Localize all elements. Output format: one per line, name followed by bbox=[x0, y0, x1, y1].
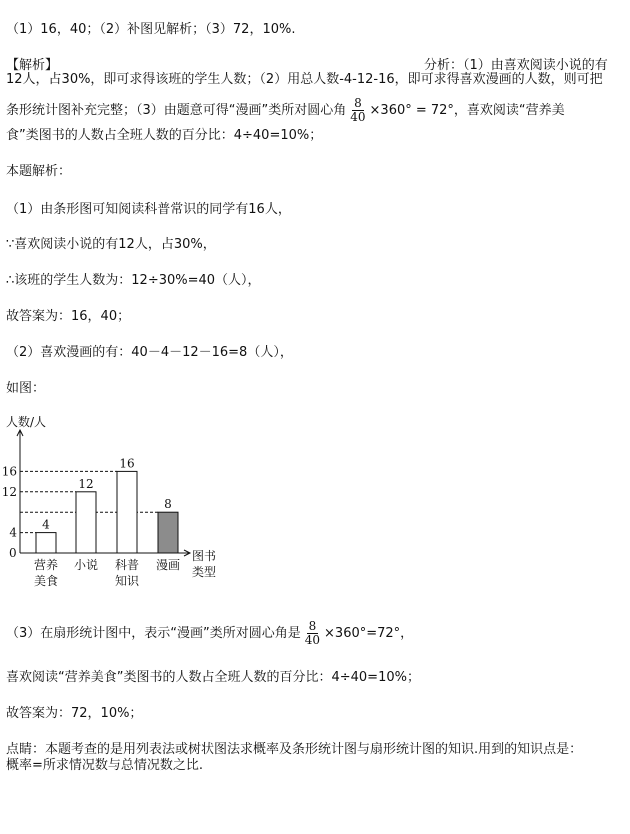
analysis-lead: 分析：（1）由喜欢阅读小说的有 bbox=[424, 58, 608, 73]
bar-value-label-2: 16 bbox=[119, 456, 135, 471]
bar-3 bbox=[158, 512, 178, 553]
solution-p7-post: ×360°=72°， bbox=[324, 626, 414, 641]
analysis-line-2: 12人，占30%，即可求得该班的学生人数；（2）用总人数-4-12-16，即可求得喜欢漫画的人数，则可把 bbox=[6, 72, 603, 87]
analysis-line-4: 食”类图书的人数占全班人数的百分比：4÷40=10%； bbox=[6, 128, 323, 143]
category-label-1-0: 小说 bbox=[73, 558, 99, 572]
category-label-2-1: 知识 bbox=[114, 574, 140, 588]
analysis-heading: 【解析】 bbox=[6, 58, 59, 73]
bar-2 bbox=[117, 471, 137, 553]
y-axis-title: 人数/人 bbox=[6, 415, 47, 429]
analysis-line-3-post: ×360° = 72°，喜欢阅读“营养美 bbox=[369, 103, 565, 118]
bar-0 bbox=[36, 533, 56, 553]
fraction-numerator-2: 8 bbox=[308, 619, 317, 633]
category-label-0-1: 美食 bbox=[33, 574, 59, 588]
bar-value-label-0: 4 bbox=[42, 517, 50, 532]
solution-p4: 故答案为：16，40； bbox=[6, 309, 131, 324]
solution-p3: ∴该班的学生人数为：12÷30%=40（人）， bbox=[6, 273, 261, 288]
comment-line-1: 点睛：本题考查的是用列表法或树状图法求概率及条形统计图与扇形统计图的知识.用到的知识点是： bbox=[6, 742, 583, 757]
analysis-line-3 bbox=[6, 97, 565, 124]
fraction-denominator-2: 40 bbox=[304, 633, 321, 647]
category-label-0-0: 营养 bbox=[33, 558, 59, 572]
y-tick-label-16: 16 bbox=[1, 464, 17, 479]
x-axis-title-line-2: 类型 bbox=[192, 565, 217, 579]
bar-chart bbox=[0, 412, 240, 592]
solution-p7 bbox=[6, 620, 413, 647]
category-label-2-0: 科普 bbox=[114, 558, 140, 572]
bar-value-label-1: 12 bbox=[78, 476, 94, 491]
solution-p5: （2）喜欢漫画的有：40－4－12－16=8（人）， bbox=[6, 345, 293, 360]
x-axis-title-line-1: 图书 bbox=[192, 549, 217, 563]
category-label-3-0: 漫画 bbox=[155, 558, 181, 572]
comment-line-2: 概率=所求情况数与总情况数之比. bbox=[6, 758, 204, 773]
bar-value-label-3: 8 bbox=[164, 497, 172, 512]
solution-p9: 故答案为：72，10%； bbox=[6, 706, 143, 721]
y-tick-label-4: 4 bbox=[9, 525, 17, 540]
angle-fraction-2 bbox=[303, 620, 322, 647]
origin-label: 0 bbox=[9, 546, 17, 560]
analysis-line-3-pre: 条形统计图补充完整；（3）由题意可得“漫画”类所对圆心角 bbox=[6, 103, 347, 118]
fraction-numerator: 8 bbox=[354, 96, 362, 110]
angle-fraction bbox=[348, 97, 367, 124]
solution-heading: 本题解析： bbox=[6, 164, 72, 179]
solution-p6: 如图： bbox=[6, 381, 46, 396]
fraction-denominator: 40 bbox=[350, 110, 366, 124]
solution-p7-pre: （3）在扇形统计图中，表示“漫画”类所对圆心角是 bbox=[6, 626, 301, 641]
solution-p2: ∵喜欢阅读小说的有12人，占30%， bbox=[6, 237, 216, 252]
bar-1 bbox=[76, 492, 96, 553]
solution-p8: 喜欢阅读“营养美食”类图书的人数占全班人数的百分比：4÷40=10%； bbox=[6, 670, 420, 685]
y-tick-label-12: 12 bbox=[1, 484, 17, 499]
answer-summary: （1）16，40；（2）补图见解析；（3）72，10%. bbox=[6, 22, 296, 37]
solution-p1: （1）由条形图可知阅读科普常识的同学有16人， bbox=[6, 202, 291, 217]
